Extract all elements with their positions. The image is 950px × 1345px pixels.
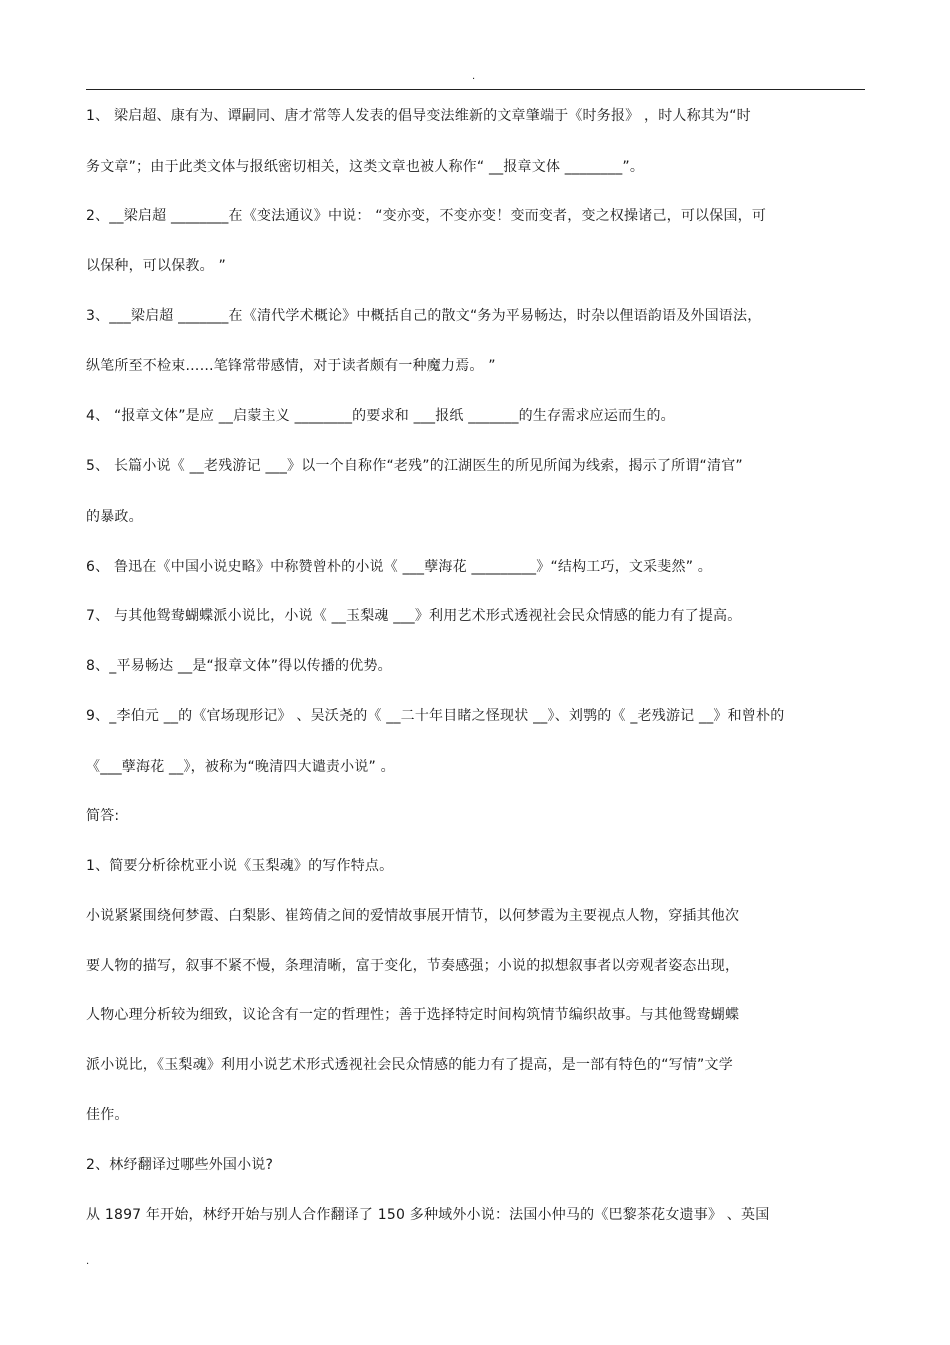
answer-1-line5: 佳作。 [86,1107,129,1123]
fill-in-q2-line1: 2、__梁启超 ________在《变法通议》中说： “变亦变，不变亦变！变而变者，变之权操诸己，可以保国，可 [86,208,767,224]
answer-1-line3: 人物心理分析较为细致，议论含有一定的哲理性；善于选择特定时间构筑情节编织故事。与其他鸳鸯蝴蝶 [86,1007,740,1023]
fill-in-q7: 7、 与其他鸳鸯蝴蝶派小说比，小说《 __玉梨魂 ___》利用艺术形式透视社会民众情感的能力有了提高。 [86,608,742,624]
fill-in-q4: 4、 “报章文体”是应 __启蒙主义 ________的要求和 ___报纸 _______的生存需求应运而生的。 [86,408,675,424]
fill-in-q8: 8、_平易畅达 __是“报章文体”得以传播的优势。 [86,658,392,674]
fill-in-q9-line1: 9、_李伯元 __的《官场现形记》 、吴沃尧的《 __二十年目睹之怪现状 __》、刘鹗的《 _老残游记 __》和曾朴的 [86,708,785,724]
short-answer-q1: 1、简要分析徐枕亚小说《玉梨魂》的写作特点。 [86,858,394,874]
fill-in-q1-line1: 1、 梁启超、康有为、谭嗣同、唐才常等人发表的倡导变法维新的文章肇端于《时务报》 ，时人称其为“时 [86,108,751,124]
short-answer-heading: 简答: [86,808,120,824]
fill-in-q3-line2: 纵笔所至不检束……笔锋常带感情，对于读者颇有一种魔力焉。 ” [86,358,496,374]
answer-1-line1: 小说紧紧围绕何梦霞、白梨影、崔筠倩之间的爱情故事展开情节，以何梦霞为主要视点人物，穿插其他次 [86,908,740,924]
fill-in-q9-line2: 《___孽海花 __》，被称为“晚清四大谴责小说” 。 [86,759,395,775]
fill-in-q5-line1: 5、 长篇小说《 __老残游记 ___》以一个自称作“老残”的江湖医生的所见所闻为线索，揭示了所谓“清官” [86,458,743,474]
footer-mark: . [86,1256,90,1267]
header-mark: . [472,71,476,82]
fill-in-q1-line2: 务文章”；由于此类文体与报纸密切相关，这类文章也被人称作“ __报章文体 ________”。 [86,159,645,175]
answer-2-line1: 从 1897 年开始，林纾开始与别人合作翻译了 150 多种域外小说：法国小仲马的《巴黎茶花女遗事》 、英国 [86,1207,770,1223]
header-rule [86,89,865,90]
short-answer-q2: 2、林纾翻译过哪些外国小说? [86,1157,274,1173]
answer-1-line2: 要人物的描写，叙事不紧不慢，条理清晰，富于变化，节奏感强；小说的拟想叙事者以旁观者姿态出现， [86,958,740,974]
fill-in-q2-line2: 以保种，可以保教。 ” [86,258,226,274]
fill-in-q6: 6、 鲁迅在《中国小说史略》中称赞曾朴的小说《 ___孽海花 _________》“结构工巧，文采斐然” 。 [86,559,713,575]
fill-in-q3-line1: 3、___梁启超 _______在《清代学术概论》中概括自己的散文“务为平易畅达，时杂以俚语韵语及外国语法， [86,308,762,324]
fill-in-q5-line2: 的暴政。 [86,509,143,525]
answer-1-line4: 派小说比，《玉梨魂》利用小说艺术形式透视社会民众情感的能力有了提高，是一部有特色的“写情”文学 [86,1057,733,1073]
